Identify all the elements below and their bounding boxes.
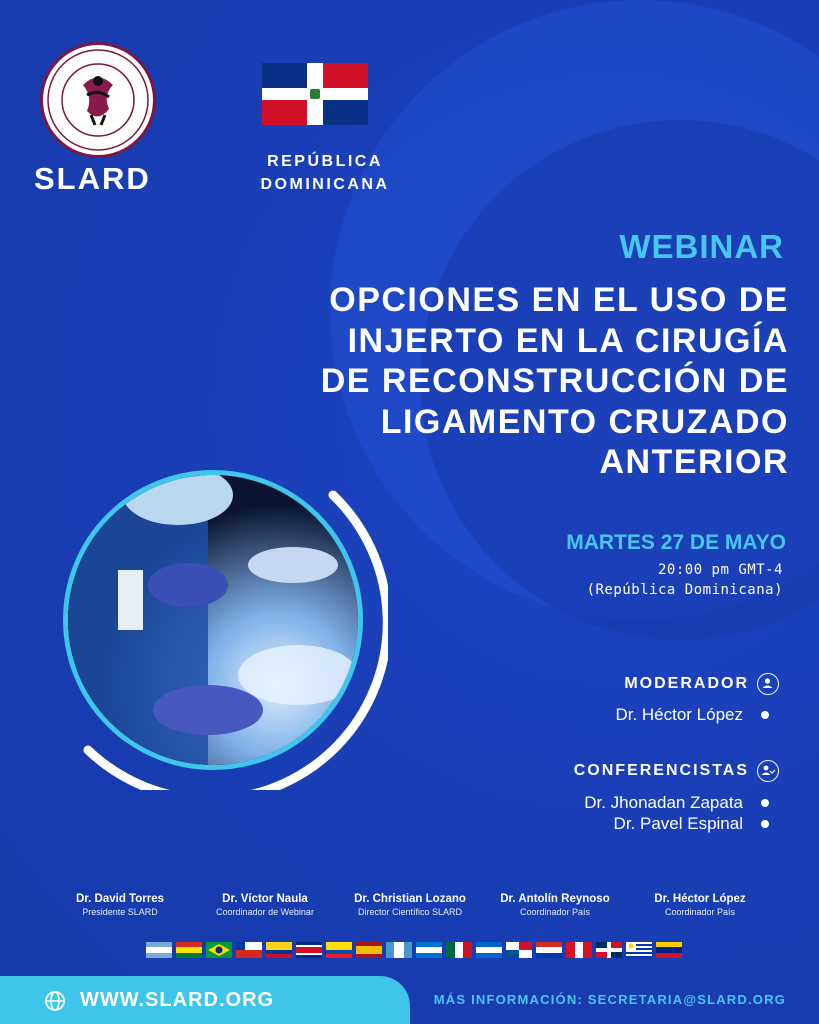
user-icon bbox=[757, 673, 779, 695]
committee-member: Dr. Héctor López Coordinador País bbox=[654, 893, 746, 917]
costa-rica-flag-icon bbox=[296, 942, 322, 958]
bullet-dot bbox=[761, 799, 769, 807]
speaker-name: Dr. Pavel Espinal bbox=[614, 814, 769, 834]
moderator-heading: MODERADOR bbox=[624, 673, 779, 695]
committee-member: Dr. Víctor Naula Coordinador de Webinar bbox=[216, 893, 314, 917]
event-time: 20:00 pm GMT-4 (República Dominicana) bbox=[586, 562, 783, 598]
bolivia-flag-icon bbox=[176, 942, 202, 958]
contact-email[interactable]: MÁS INFORMACIÓN: SECRETARIA@SLARD.ORG bbox=[433, 992, 786, 1007]
nicaragua-flag-icon bbox=[476, 942, 502, 958]
member-country-flags bbox=[146, 942, 682, 958]
brazil-flag-icon bbox=[206, 942, 232, 958]
globe-icon bbox=[44, 990, 66, 1012]
colombia-flag-icon bbox=[266, 942, 292, 958]
dominican-republic-flag-icon bbox=[596, 942, 622, 958]
spain-flag-icon bbox=[356, 942, 382, 958]
committee-member: Dr. Christian Lozano Director Científico SLARD bbox=[354, 893, 466, 917]
event-date: MARTES 27 DE MAYO bbox=[566, 531, 786, 554]
surgery-photo bbox=[63, 470, 363, 770]
event-title: OPCIONES EN EL USO DE INJERTO EN LA CIRUGÍA DE RECONSTRUCCIÓN DE LIGAMENTO CRUZADO ANTERIOR bbox=[320, 281, 789, 481]
ecuador-flag-icon bbox=[326, 942, 352, 958]
dominican-republic-flag bbox=[262, 63, 368, 125]
committee-member: Dr. Antolín Reynoso Coordinador País bbox=[500, 893, 610, 917]
slard-wordmark: SLARD bbox=[34, 161, 151, 196]
uruguay-flag-icon bbox=[626, 942, 652, 958]
guatemala-flag-icon bbox=[386, 942, 412, 958]
argentina-flag-icon bbox=[146, 942, 172, 958]
website-link[interactable]: WWW.SLARD.ORG bbox=[80, 989, 275, 1011]
slard-logo bbox=[40, 42, 156, 158]
event-type-heading: WEBINAR bbox=[619, 228, 784, 265]
committee-member: Dr. David Torres Presidente SLARD bbox=[76, 893, 164, 917]
speakers-heading: CONFERENCISTAS bbox=[574, 760, 779, 782]
bullet-dot bbox=[761, 711, 769, 719]
speaker-name: Dr. Jhonadan Zapata bbox=[584, 793, 769, 813]
country-name: REPÚBLICA DOMINICANA bbox=[260, 153, 390, 193]
users-icon bbox=[757, 760, 779, 782]
paraguay-flag-icon bbox=[536, 942, 562, 958]
bullet-dot bbox=[761, 820, 769, 828]
committee-list bbox=[50, 893, 770, 917]
surgery-photo-frame bbox=[58, 470, 388, 790]
moderator-name: Dr. Héctor López bbox=[615, 705, 769, 725]
honduras-flag-icon bbox=[416, 942, 442, 958]
peru-flag-icon bbox=[566, 942, 592, 958]
chile-flag-icon bbox=[236, 942, 262, 958]
mexico-flag-icon bbox=[446, 942, 472, 958]
panama-flag-icon bbox=[506, 942, 532, 958]
venezuela-flag-icon bbox=[656, 942, 682, 958]
